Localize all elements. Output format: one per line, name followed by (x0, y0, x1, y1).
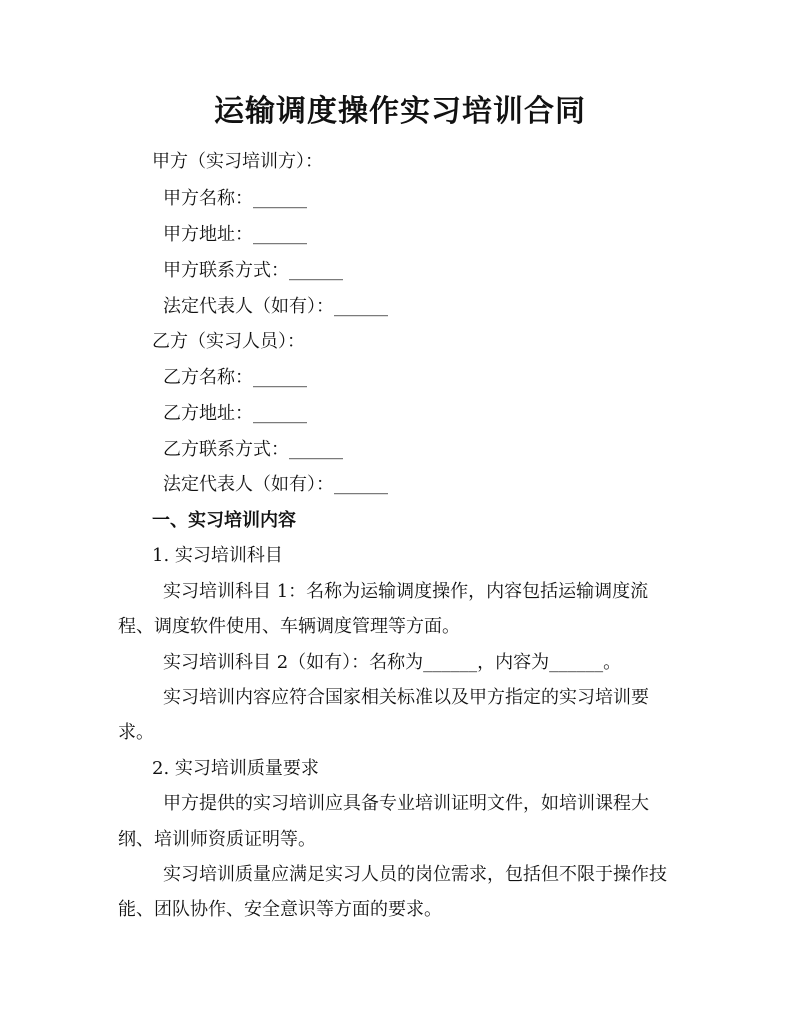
party-b-address: 乙方地址：______ (163, 403, 307, 424)
party-b-contact: 乙方联系方式：______ (163, 439, 343, 460)
item-1-paragraph-3-line-2: 求。 (118, 722, 154, 743)
party-a-representative: 法定代表人（如有）：______ (163, 296, 388, 317)
party-a-contact: 甲方联系方式：______ (163, 260, 343, 281)
party-b-name: 乙方名称：______ (163, 367, 307, 388)
party-a-heading: 甲方（实习培训方）： (152, 151, 323, 172)
item-2-paragraph-1-line-2: 纲、培训师资质证明等。 (118, 829, 316, 850)
party-b-heading: 乙方（实习人员）： (152, 331, 305, 352)
item-2-paragraph-1-line-1: 甲方提供的实习培训应具备专业培训证明文件，如培训课程大 (163, 793, 649, 814)
party-b-representative: 法定代表人（如有）：______ (163, 474, 388, 495)
item-1-paragraph-3-line-1: 实习培训内容应符合国家相关标准以及甲方指定的实习培训要 (163, 687, 649, 708)
item-1-paragraph-1-line-1: 实习培训科目 1：名称为运输调度操作，内容包括运输调度流 (163, 581, 649, 602)
document-title: 运输调度操作实习培训合同 (214, 94, 586, 129)
party-a-address: 甲方地址：______ (163, 224, 307, 245)
section-1-heading: 一、实习培训内容 (152, 510, 296, 531)
item-2-paragraph-2-line-2: 能、团队协作、安全意识等方面的要求。 (118, 899, 442, 920)
item-2-paragraph-2-line-1: 实习培训质量应满足实习人员的岗位需求，包括但不限于操作技 (163, 864, 667, 885)
item-1-paragraph-2: 实习培训科目 2（如有）：名称为______，内容为______。 (163, 652, 622, 673)
item-1-heading: 1. 实习培训科目 (152, 545, 283, 566)
party-a-name: 甲方名称：______ (163, 188, 307, 209)
item-2-heading: 2. 实习培训质量要求 (152, 758, 319, 779)
item-1-paragraph-1-line-2: 程、调度软件使用、车辆调度管理等方面。 (118, 616, 460, 637)
